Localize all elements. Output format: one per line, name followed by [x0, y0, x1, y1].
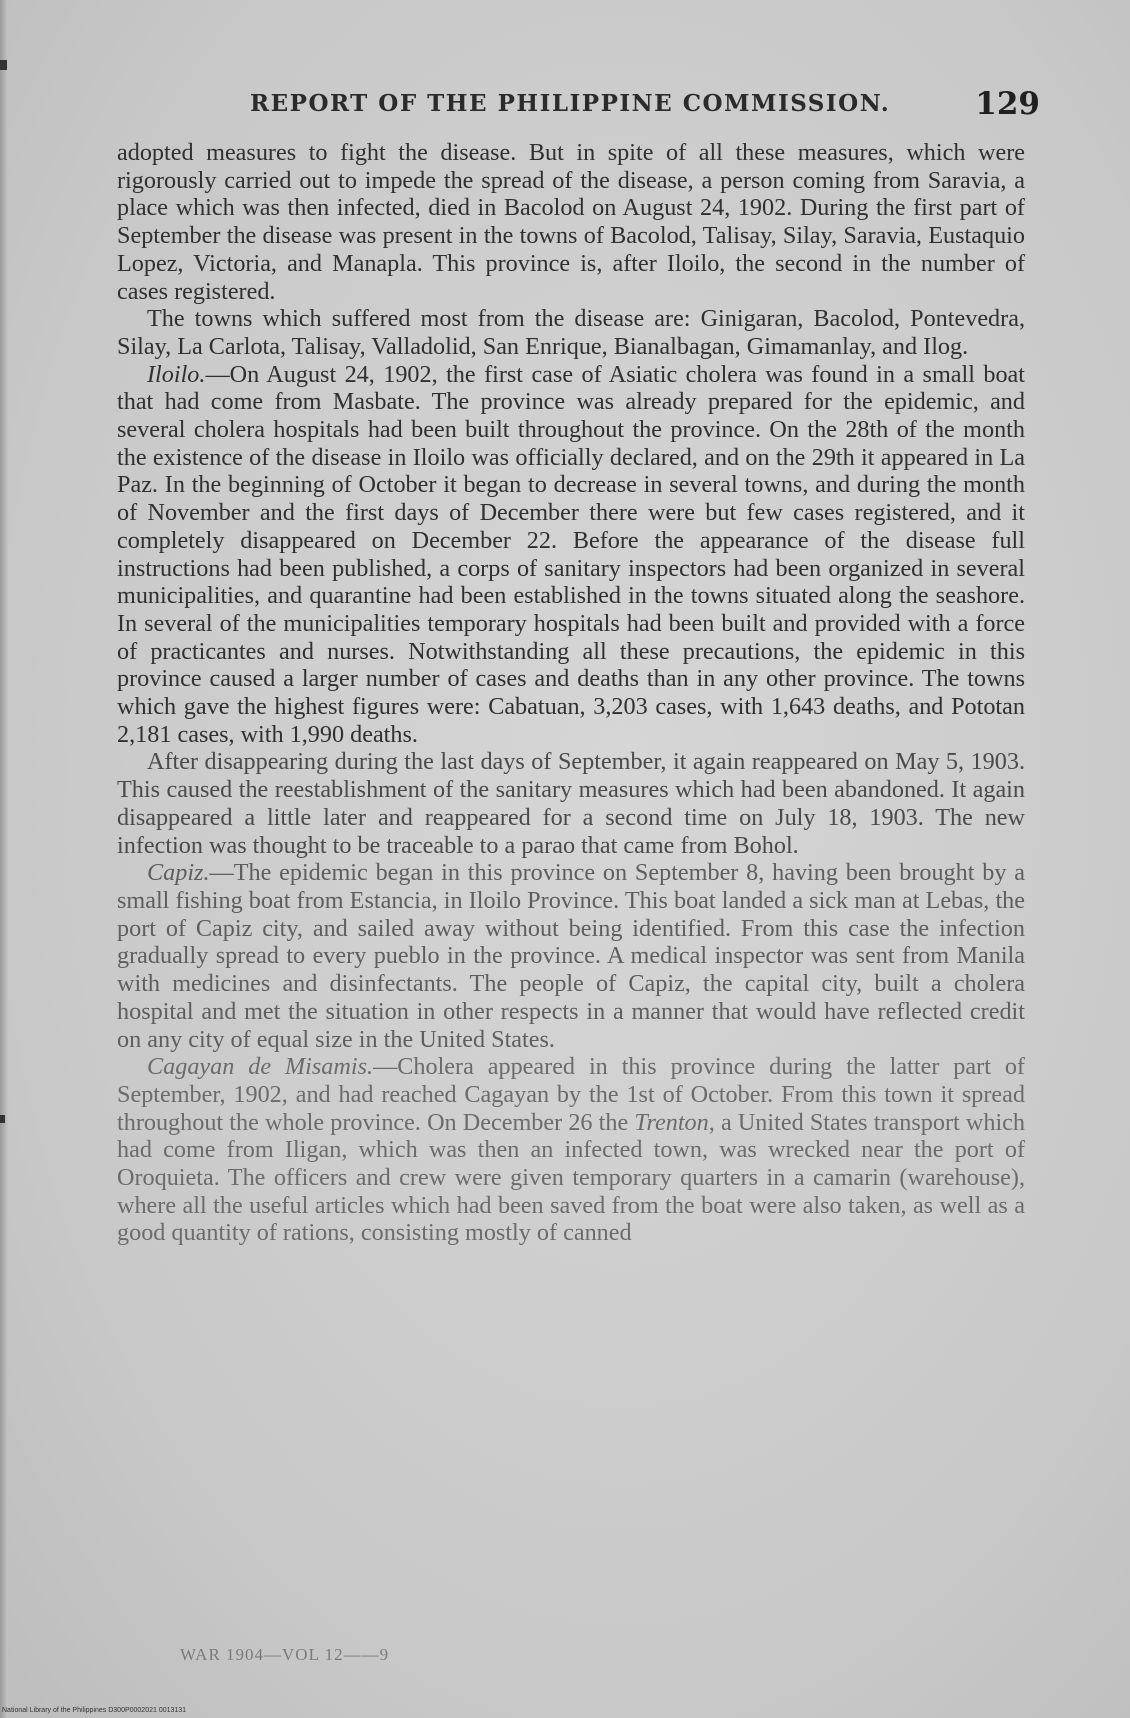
margin-mark — [0, 1115, 5, 1123]
section-heading-capiz: Capiz. — [147, 859, 210, 887]
paragraph — [117, 748, 1025, 859]
signature-mark: WAR 1904—VOL 12——9 — [180, 1645, 390, 1664]
paragraph-text: a United States transport which had come from Iligan, which was then an infected town, was wrecked near the port of Oroquieta. The officers and crew were given temporary quarters in a camarin (warehouse), where all the useful articles which had been saved from the boat were also taken, as well as a good quantity of rations, consisting mostly of canned — [117, 1108, 1025, 1247]
paragraph-text: After disappearing during the last days of September, it again reappeared on May 5, 1903. This caused the reestablishment of the sanitary measures which had been abandoned. It again disappeared a little later and reappeared for a second time on July 18, 1903. The new infection was thought to be traceable to a parao that came from Bohol. — [117, 748, 1025, 859]
paragraph-text: —The epidemic began in this province on September 8, having been brought by a small fishing boat from Estancia, in Iloilo Province. This boat landed a sick man at Lebas, the port of Capiz city, and sailed away without being identified. From this case the infection gradually spread to every pueblo in the province. A medical inspector was sent from Manila with medicines and disinfectants. The people of Capiz, the capital city, built a cholera hospital and met the situation in other respects in a manner that would have reflected credit on any city of equal size in the United States. — [117, 859, 1025, 1053]
body-text — [117, 139, 1025, 1247]
paragraph — [117, 305, 1025, 360]
paragraph-text: —Cholera appeared in this province during the latter part of September, 1902, and had reached Cagayan by the 1st of October. From this town it spread throughout the whole province. On December 26 the — [117, 1053, 1025, 1136]
paragraph — [117, 1053, 1025, 1247]
paragraph-text: adopted measures to fight the disease. But in spite of all these measures, which were rigorously carried out to impede the spread of the disease, a person coming from Saravia, a place which was then infected, died in Bacolod on August 24, 1902. During the first part of September the disease was present in the towns of Bacolod, Talisay, Silay, Saravia, Eustaquio Lopez, Victoria, and Manapla. This province is, after Iloilo, the second in the number of cases registered. — [117, 139, 1025, 305]
margin-mark — [0, 60, 7, 70]
running-head: REPORT OF THE PHILIPPINE COMMISSION. — [250, 90, 891, 117]
page-edge-shadow — [0, 0, 8, 1718]
paragraph-text: The towns which suffered most from the disease are: Ginigaran, Bacolod, Pontevedra, Silay, La Carlota, Talisay, Valladolid, San Enrique, Bianalbagan, Gimamanlay, and Ilog. — [117, 305, 1025, 360]
paragraph — [117, 361, 1025, 749]
paragraph — [117, 859, 1025, 1053]
page-number: 129 — [975, 86, 1040, 122]
paragraph-text: —On August 24, 1902, the first case of Asiatic cholera was found in a small boat that had come from Masbate. The province was already prepared for the epidemic, and several cholera hospitals had been built throughout the province. On the 28th of the month the existence of the disease in Iloilo was officially declared, and on the 29th it appeared in La Paz. In the beginning of October it began to decrease in several towns, and during the month of November and the first days of December there were but few cases registered, and it completely disappeared on December 22. Before the appearance of the disease full instructions had been published, a corps of sanitary inspectors had been organized in several municipalities, and quarantine had been established in the towns situated along the seashore. In several of the municipalities temporary hospitals had been built and provided with a force of practicantes and nurses. Notwithstanding all these precautions, the epidemic in this province caused a larger number of cases and deaths than in any other province. The towns which gave the highest figures were: Cabatuan, 3,203 cases, with 1,643 deaths, and Pototan 2,181 cases, with 1,990 deaths. — [117, 360, 1025, 748]
paragraph — [117, 139, 1025, 305]
ship-name: Trenton, — [634, 1108, 715, 1136]
section-heading-iloilo: Iloilo. — [147, 360, 206, 388]
section-heading-cagayan: Cagayan de Misamis. — [147, 1053, 374, 1081]
scan-credit: National Library of the Philippines D300P0002021 0013131 — [2, 1707, 187, 1714]
page-header — [100, 86, 1040, 126]
